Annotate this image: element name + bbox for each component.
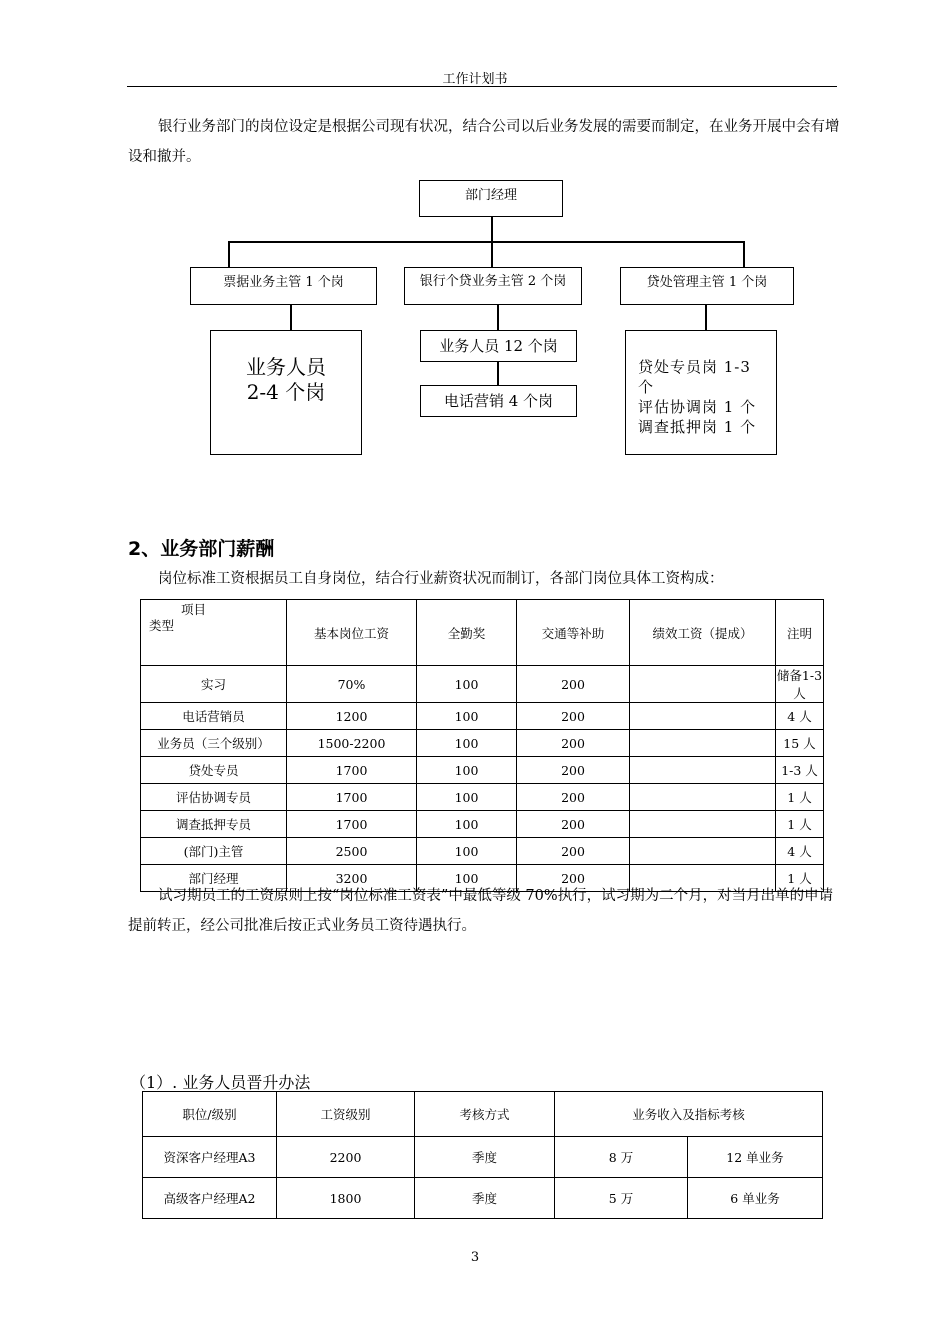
org-box-telemarketing: 电话营销 4 个岗 — [420, 385, 577, 417]
corner-top: 项目 — [181, 602, 207, 617]
table-cell: 2200 — [277, 1137, 415, 1178]
header-cell: 职位/级别 — [143, 1092, 277, 1137]
table-cell — [630, 838, 776, 865]
table-cell: 1-3 人 — [776, 757, 824, 784]
table-cell: 8 万 — [555, 1137, 688, 1178]
table-cell: 1700 — [287, 757, 417, 784]
header-cell: 工资级别 — [277, 1092, 415, 1137]
org-box-mid-staff: 业务人员 12 个岗 — [420, 330, 577, 362]
header-cell: 考核方式 — [415, 1092, 555, 1137]
org-box-right-staff — [625, 330, 777, 455]
table-row — [141, 757, 824, 784]
table-cell: 15 人 — [776, 730, 824, 757]
table-cell: 1800 — [277, 1178, 415, 1219]
org-box-left-staff — [210, 330, 362, 455]
header-cell: 交通等补助 — [517, 600, 630, 666]
table-cell — [630, 784, 776, 811]
table-cell: 100 — [417, 703, 517, 730]
table-cell — [630, 730, 776, 757]
table-cell: 100 — [417, 865, 517, 892]
header-cell: 全勤奖 — [417, 600, 517, 666]
table-cell: 1700 — [287, 784, 417, 811]
table-cell: 200 — [517, 811, 630, 838]
table-cell — [630, 811, 776, 838]
table-cell: 季度 — [415, 1178, 555, 1219]
staff-line: 2-4 个岗 — [246, 380, 326, 404]
org-box-manager: 部门经理 — [419, 180, 563, 217]
table-cell: 评估协调专员 — [141, 784, 287, 811]
section-intro: 岗位标准工资根据员工自身岗位，结合行业薪资状况而制订，各部门岗位具体工资构成： — [158, 571, 724, 587]
page-number: 3 — [470, 1250, 480, 1265]
table-cell: 1 人 — [776, 865, 824, 892]
table-cell: 实习 — [141, 666, 287, 703]
table-row — [141, 666, 824, 703]
table-cell: 业务员（三个级别） — [141, 730, 287, 757]
header-cell: 绩效工资（提成） — [630, 600, 776, 666]
corner-bottom: 类型 — [149, 618, 175, 633]
table-cell: 100 — [417, 730, 517, 757]
table-row — [141, 730, 824, 757]
staff-line: 贷处专员岗 1-3 个 — [638, 358, 751, 396]
table-row — [143, 1178, 823, 1219]
table-cell: 200 — [517, 666, 630, 703]
table-cell: 1 人 — [776, 811, 824, 838]
table-cell: 200 — [517, 730, 630, 757]
staff-line: 评估协调岗 1 个 — [638, 398, 757, 416]
table-cell: 1700 — [287, 811, 417, 838]
table-cell: 100 — [417, 757, 517, 784]
table-cell: 调查抵押专员 — [141, 811, 287, 838]
table-cell: (部门)主管 — [141, 838, 287, 865]
table-cell: 资深客户经理A3 — [143, 1137, 277, 1178]
table-row — [141, 703, 824, 730]
connector — [705, 305, 707, 330]
corner-cell — [141, 600, 287, 666]
table-cell: 200 — [517, 757, 630, 784]
header-cell: 业务收入及指标考核 — [555, 1092, 823, 1137]
connector — [228, 241, 744, 243]
page-header: 工作计划书 — [442, 72, 508, 87]
probation-note: 试习期员工的工资原则上按“岗位标准工资表”中最低等级 70%执行，试习期为二个月，对当月出单的申请提前转正，经公司批准后按正式业务员工资待遇执行。 — [128, 888, 834, 934]
header-cell: 基本岗位工资 — [287, 600, 417, 666]
connector — [228, 241, 230, 267]
table-cell: 12 单业务 — [688, 1137, 823, 1178]
connector — [290, 305, 292, 330]
table-cell: 4 人 — [776, 703, 824, 730]
org-box-bill-supervisor: 票据业务主管 1 个岗 — [190, 267, 377, 305]
staff-line: 业务人员 — [246, 355, 326, 379]
table-cell: 电话营销员 — [141, 703, 287, 730]
header-rule — [127, 86, 837, 87]
table-cell — [630, 757, 776, 784]
table-cell: 200 — [517, 784, 630, 811]
promotion-table — [142, 1091, 823, 1219]
table-cell: 5 万 — [555, 1178, 688, 1219]
connector — [743, 241, 745, 267]
staff-line: 调查抵押岗 1 个 — [638, 418, 757, 436]
table-cell: 高级客户经理A2 — [143, 1178, 277, 1219]
table-cell — [630, 666, 776, 703]
section-title: 2、业务部门薪酬 — [128, 538, 275, 560]
org-box-loan-mgmt-supervisor: 贷处管理主管 1 个岗 — [620, 267, 794, 305]
table-cell: 100 — [417, 666, 517, 703]
table-row — [143, 1137, 823, 1178]
salary-table — [140, 599, 824, 892]
org-box-loan-supervisor: 银行个贷业务主管 2 个岗 — [404, 267, 582, 305]
table-cell: 70% — [287, 666, 417, 703]
intro-paragraph: 银行业务部门的岗位设定是根据公司现有状况，结合公司以后业务发展的需要而制定，在业务开展中会有增设和撤并。 — [128, 119, 840, 165]
table-cell: 4 人 — [776, 838, 824, 865]
table-cell: 1500-2200 — [287, 730, 417, 757]
header-cell: 注明 — [776, 600, 824, 666]
table-cell: 3200 — [287, 865, 417, 892]
table-cell: 1200 — [287, 703, 417, 730]
table-row — [141, 784, 824, 811]
table-row — [141, 811, 824, 838]
table-cell: 6 单业务 — [688, 1178, 823, 1219]
table-row — [141, 838, 824, 865]
table-cell: 季度 — [415, 1137, 555, 1178]
table-cell: 100 — [417, 838, 517, 865]
table-cell: 200 — [517, 838, 630, 865]
table-cell: 200 — [517, 865, 630, 892]
table-cell: 100 — [417, 811, 517, 838]
subsection-title: （1）. 业务人员晋升办法 — [130, 1073, 311, 1092]
table-cell: 200 — [517, 703, 630, 730]
table-cell: 储备1-3 人 — [776, 666, 824, 703]
table-cell: 100 — [417, 784, 517, 811]
table-cell: 2500 — [287, 838, 417, 865]
table-cell: 部门经理 — [141, 865, 287, 892]
table-cell — [630, 703, 776, 730]
table-cell: 1 人 — [776, 784, 824, 811]
table-cell: 贷处专员 — [141, 757, 287, 784]
